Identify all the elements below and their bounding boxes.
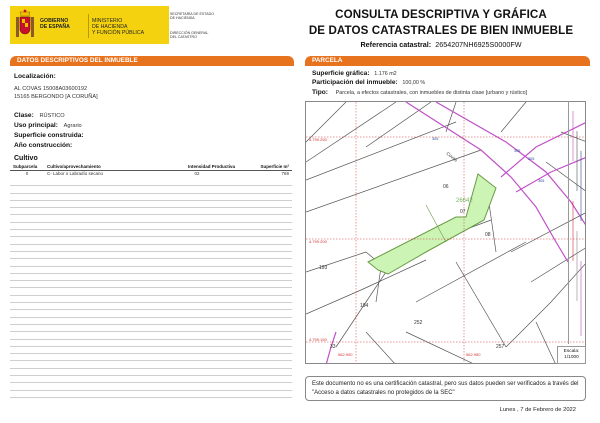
label-194: 194 (360, 303, 369, 309)
label-193: 193 (319, 265, 328, 271)
participacion-value: 100,00 % (402, 80, 426, 86)
anio-label: Año construcción: (14, 142, 73, 149)
table-rule-line (10, 303, 292, 310)
table-rule-line (10, 274, 292, 281)
datos-descriptivos-header: DATOS DESCRIPTIVOS DEL INMUEBLE (10, 56, 294, 66)
table-rule-line (10, 237, 292, 244)
road-label-4: 305 (538, 179, 545, 183)
referencia-catastral: Referencia catastral: 2654207NH6925S0000FW (360, 40, 522, 49)
escala-label: Escala: (563, 349, 580, 354)
table-rule-line (10, 383, 292, 390)
superficie-label: Superficie construida: (14, 132, 84, 139)
table-rule-line (10, 201, 292, 208)
col-intensidad: Intensidad Productiva (156, 163, 238, 170)
escala-value: 1/1000 (564, 355, 579, 360)
direccion-text: DIRECCIÓN GENERAL DEL CATASTRO (170, 31, 209, 40)
coord-x2: 562.950 (466, 352, 481, 357)
col-superficie: Superficie m² (238, 163, 292, 170)
label-08: 08 (485, 232, 491, 238)
clase-row (14, 112, 284, 119)
superficie-grafica-row (312, 70, 397, 77)
sup-grafica-label: Superficie gráfica: (312, 70, 370, 77)
table-rule-line (10, 376, 292, 383)
cadastral-map[interactable] (305, 101, 586, 364)
uso-label: Uso principal: (14, 122, 58, 129)
localizacion-label: Localización: (14, 73, 56, 80)
road-label-1: 305 (432, 137, 439, 141)
coord-y1: 4.799.250 (309, 137, 327, 142)
table-rule-line (10, 194, 292, 201)
cell-intensidad: 02 (194, 171, 200, 176)
cell-subparcela: 0 (25, 171, 29, 176)
table-rule-line (10, 281, 292, 288)
table-rule-line (10, 223, 292, 230)
table-rule-line (10, 245, 292, 252)
gobierno-text: GOBIERNO DE ESPAÑA (40, 18, 70, 30)
participacion-row (312, 79, 425, 86)
tipo-label: Tipo: (312, 89, 328, 96)
col-cultivo: Cultivo/aprovechamiento (44, 163, 156, 170)
localizacion-line1: AL COVAS 15008A03600192 (14, 86, 88, 92)
col-subparcela: Subparcela (10, 163, 44, 170)
table-rule-line (10, 288, 292, 295)
cell-superficie: 769 (281, 171, 289, 176)
table-header-row (10, 163, 292, 170)
coord-y2: 4.799.200 (309, 239, 327, 244)
parcel-sub: 07 (460, 209, 466, 215)
coord-y3: 4.799.150 (309, 337, 327, 342)
table-rule-line (10, 208, 292, 215)
label-257: 257 (496, 344, 505, 350)
participacion-label: Participación del inmueble: (312, 79, 398, 86)
table-rule-line (10, 296, 292, 303)
clase-label: Clase: (14, 112, 34, 119)
table-rule-line (10, 361, 292, 368)
uso-value: Agrario (63, 123, 82, 129)
table-rule-line (10, 252, 292, 259)
table-rule-line (10, 340, 292, 347)
tipo-row (312, 89, 527, 96)
clase-value: RÚSTICO (39, 113, 65, 119)
table-rule-line (10, 230, 292, 237)
table-rule-line (10, 267, 292, 274)
anio-row (14, 142, 284, 149)
localizacion-block (14, 73, 284, 100)
table-rule-line (10, 310, 292, 317)
map-legend (568, 101, 586, 344)
legend-drawing (569, 101, 587, 344)
parcela-header: PARCELA (305, 56, 590, 66)
cultivo-table (10, 163, 292, 177)
parcel-number: 26642 (456, 198, 473, 204)
page-title: CONSULTA DESCRIPTIVA Y GRÁFICA DE DATOS CATASTRALES DE BIEN INMUEBLE (308, 8, 574, 37)
cell-cultivo: C- Labor o Labradío secano (47, 171, 104, 176)
cultivo-title: Cultivo (14, 155, 38, 162)
uso-row (14, 122, 284, 129)
table-rule-line (10, 179, 292, 186)
government-logo (10, 6, 169, 44)
table-rule-line (10, 347, 292, 354)
table-rule-line (10, 332, 292, 339)
table-row (10, 170, 292, 177)
coord-x1: 562.900 (338, 352, 353, 357)
table-rule-line (10, 259, 292, 266)
table-rule-line (10, 215, 292, 222)
logo-divider (88, 14, 89, 38)
disclaimer-note: Este documento no es una certificación catastral, pero sus datos pueden ser verificados a través del "Acceso a datos catastrales no protegidos de la SEC" (305, 376, 586, 401)
table-rule-line (10, 325, 292, 332)
ministerio-text: MINISTERIO DE HACIENDA Y FUNCIÓN PÚBLICA (92, 18, 145, 36)
label-252: 252 (414, 320, 423, 326)
scale-box (557, 346, 586, 364)
date-text: Lunes , 7 de Febrero de 2022 (499, 407, 576, 413)
table-rule-line (10, 318, 292, 325)
superficie-row (14, 132, 284, 139)
table-rule-line (10, 354, 292, 361)
table-rule-line (10, 391, 292, 398)
map-drawing (306, 102, 586, 364)
table-rule-line (10, 186, 292, 193)
road-label-3: 305 (528, 157, 535, 161)
table-rule-line (10, 369, 292, 376)
coat-of-arms-icon (14, 9, 36, 41)
road-label-2: 305 (514, 149, 521, 153)
tipo-value: Parcela, a efectos catastrales, con inmuebles de distinta clase [urbano y rústico] (335, 90, 528, 96)
street-covas: Covas (445, 150, 459, 163)
localizacion-line2: 15165 BERGONDO [A CORUÑA] (14, 94, 98, 100)
label-06: 06 (443, 184, 449, 190)
sup-grafica-value: 1.176 m2 (374, 71, 397, 77)
empty-table-lines (10, 179, 292, 399)
secretaria-text: SECRETARÍA DE ESTADO DE HACIENDA (170, 12, 214, 21)
label-33: 33 (330, 344, 336, 350)
